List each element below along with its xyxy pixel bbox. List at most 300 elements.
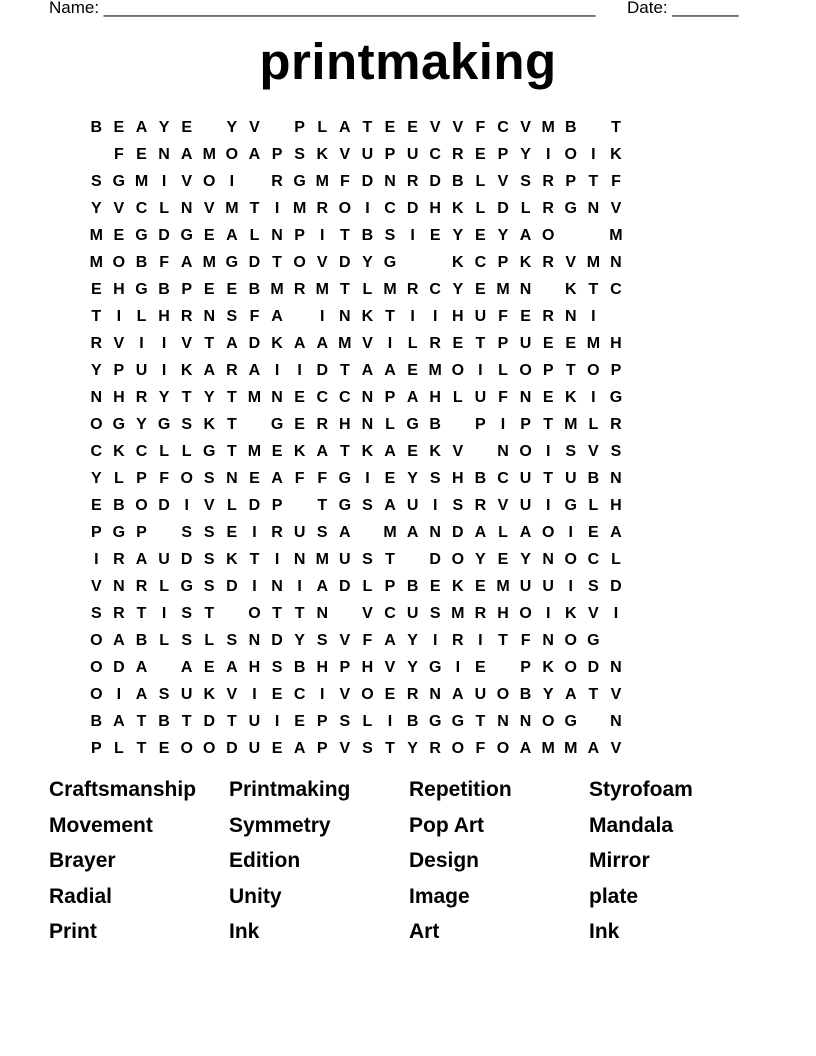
grid-cell[interactable]: I	[274, 712, 280, 730]
grid-cell[interactable]: S	[429, 604, 441, 622]
grid-cell[interactable]: I	[252, 577, 257, 595]
grid-cell[interactable]: B	[90, 118, 103, 136]
grid-cell[interactable]: M	[202, 145, 216, 163]
grid-cell[interactable]: I	[478, 631, 483, 649]
grid-cell[interactable]: F	[475, 739, 486, 757]
grid-cell[interactable]	[582, 713, 605, 731]
grid-cell[interactable]: K	[113, 442, 125, 460]
grid-cell[interactable]: C	[384, 199, 396, 217]
grid-cell[interactable]: V	[565, 253, 577, 271]
grid-cell[interactable]: Y	[452, 226, 464, 244]
grid-cell[interactable]: M	[292, 199, 307, 217]
grid-cell[interactable]: M	[338, 334, 352, 352]
grid-cell[interactable]: Y	[158, 118, 170, 136]
grid-cell[interactable]: I	[116, 307, 122, 325]
grid-cell[interactable]: Y	[542, 685, 554, 703]
grid-cell[interactable]: E	[249, 469, 260, 487]
grid-cell[interactable]: G	[406, 415, 419, 433]
grid-cell[interactable]: I	[161, 334, 167, 352]
grid-cell[interactable]: D	[180, 550, 193, 568]
grid-cell[interactable]: N	[429, 523, 441, 541]
grid-cell[interactable]: C	[339, 388, 351, 406]
grid-cell[interactable]: N	[361, 415, 374, 433]
grid-cell[interactable]: H	[113, 388, 125, 406]
grid-cell[interactable]: G	[112, 523, 126, 541]
grid-cell[interactable]: E	[497, 550, 509, 568]
grid-cell[interactable]: P	[90, 523, 102, 541]
grid-cell[interactable]	[401, 551, 424, 569]
grid-cell[interactable]: V	[429, 118, 441, 136]
grid-cell[interactable]: O	[541, 523, 555, 541]
grid-cell[interactable]: M	[564, 415, 578, 433]
grid-cell[interactable]: E	[542, 388, 554, 406]
grid-cell[interactable]: G	[225, 253, 239, 271]
grid-cell[interactable]: D	[429, 550, 441, 568]
grid-cell[interactable]: E	[203, 658, 215, 676]
grid-cell[interactable]: T	[339, 280, 350, 298]
grid-cell[interactable]: O	[180, 469, 193, 487]
grid-cell[interactable]: E	[203, 226, 215, 244]
grid-cell[interactable]: A	[361, 361, 374, 379]
grid-cell[interactable]: O	[225, 145, 239, 163]
grid-cell[interactable]: U	[519, 577, 532, 595]
grid-cell[interactable]: E	[136, 145, 147, 163]
grid-cell[interactable]: D	[271, 631, 283, 649]
grid-cell[interactable]: G	[293, 172, 306, 190]
grid-cell[interactable]: K	[564, 388, 577, 406]
grid-cell[interactable]: S	[362, 739, 373, 757]
grid-cell[interactable]: T	[226, 388, 237, 406]
grid-cell[interactable]: R	[316, 199, 329, 217]
grid-cell[interactable]: I	[387, 712, 393, 730]
grid-cell[interactable]: D	[248, 496, 261, 514]
grid-cell[interactable]: N	[226, 469, 238, 487]
grid-cell[interactable]: L	[588, 415, 599, 433]
grid-cell[interactable]: V	[339, 685, 351, 703]
grid-cell[interactable]: O	[564, 145, 577, 163]
grid-cell[interactable]: I	[274, 550, 280, 568]
grid-cell[interactable]: B	[564, 118, 577, 136]
grid-cell[interactable]: S	[362, 550, 373, 568]
grid-cell[interactable]: P	[271, 496, 283, 514]
grid-cell[interactable]: S	[181, 604, 192, 622]
grid-cell[interactable]: M	[247, 388, 262, 406]
grid-cell[interactable]: L	[317, 118, 328, 136]
grid-cell[interactable]: Y	[407, 631, 418, 649]
grid-cell[interactable]: Y	[136, 415, 147, 433]
grid-cell[interactable]: L	[159, 577, 169, 595]
grid-cell[interactable]: V	[610, 199, 622, 217]
grid-cell[interactable]: B	[429, 415, 441, 433]
grid-cell[interactable]: O	[519, 604, 532, 622]
date-field[interactable]: Date: _______	[627, 0, 739, 17]
grid-cell[interactable]: L	[181, 442, 192, 460]
grid-cell[interactable]	[153, 524, 176, 542]
grid-cell[interactable]: I	[432, 496, 438, 514]
grid-cell[interactable]: V	[181, 334, 192, 352]
grid-cell[interactable]: I	[94, 550, 99, 568]
grid-cell[interactable]: K	[226, 550, 238, 568]
grid-cell[interactable]: I	[478, 361, 483, 379]
grid-cell[interactable]	[401, 254, 424, 272]
grid-cell[interactable]: P	[520, 658, 531, 676]
grid-cell[interactable]: P	[294, 118, 305, 136]
grid-cell[interactable]: L	[226, 496, 237, 514]
grid-cell[interactable]: P	[113, 361, 125, 379]
grid-cell[interactable]: S	[520, 172, 531, 190]
grid-cell[interactable]: V	[362, 334, 373, 352]
grid-cell[interactable]: E	[294, 712, 305, 730]
grid-cell[interactable]: T	[226, 415, 237, 433]
grid-cell[interactable]: B	[474, 469, 487, 487]
grid-cell[interactable]: S	[362, 496, 373, 514]
grid-cell[interactable]: T	[339, 442, 350, 460]
grid-cell[interactable]: I	[591, 145, 596, 163]
grid-cell[interactable]: E	[294, 388, 305, 406]
grid-cell[interactable]: H	[497, 604, 509, 622]
grid-cell[interactable]: O	[90, 685, 103, 703]
grid-cell[interactable]: B	[406, 577, 419, 595]
grid-cell[interactable]: N	[316, 604, 329, 622]
word-search-grid[interactable]	[85, 114, 627, 762]
grid-cell[interactable]: S	[294, 145, 305, 163]
grid-cell[interactable]: M	[315, 280, 329, 298]
grid-cell[interactable]: G	[338, 496, 352, 514]
grid-cell[interactable]: T	[226, 712, 237, 730]
grid-cell[interactable]: O	[338, 199, 352, 217]
grid-cell[interactable]: Y	[158, 388, 170, 406]
grid-cell[interactable]: L	[159, 442, 169, 460]
grid-cell[interactable]: M	[202, 253, 216, 271]
grid-cell[interactable]: P	[542, 361, 554, 379]
grid-cell[interactable]: R	[452, 145, 464, 163]
grid-cell[interactable]: V	[339, 739, 351, 757]
grid-cell[interactable]: N	[610, 253, 622, 271]
grid-cell[interactable]: Y	[520, 550, 531, 568]
grid-cell[interactable]: P	[520, 415, 531, 433]
grid-cell[interactable]: G	[157, 415, 171, 433]
grid-cell[interactable]: D	[158, 226, 170, 244]
grid-cell[interactable]: Y	[475, 550, 486, 568]
grid-cell[interactable]: R	[542, 253, 554, 271]
grid-cell[interactable]: T	[475, 712, 486, 730]
grid-cell[interactable]: T	[204, 334, 215, 352]
grid-cell[interactable]: F	[317, 469, 328, 487]
grid-cell[interactable]: N	[180, 199, 193, 217]
grid-cell[interactable]: E	[226, 523, 238, 541]
grid-cell[interactable]: F	[611, 172, 621, 190]
grid-cell[interactable]: E	[475, 658, 486, 676]
grid-cell[interactable]: A	[203, 361, 216, 379]
grid-cell[interactable]: N	[113, 577, 125, 595]
grid-cell[interactable]: A	[316, 442, 329, 460]
grid-cell[interactable]: I	[161, 172, 167, 190]
grid-cell[interactable]: E	[407, 361, 418, 379]
grid-cell[interactable]: G	[270, 415, 284, 433]
grid-cell[interactable]: O	[248, 604, 261, 622]
grid-cell[interactable]: E	[271, 442, 283, 460]
grid-cell[interactable]: A	[339, 118, 351, 136]
grid-cell[interactable]: K	[293, 442, 306, 460]
grid-cell[interactable]: B	[90, 712, 103, 730]
grid-cell[interactable]: G	[428, 658, 442, 676]
grid-cell[interactable]: P	[497, 145, 509, 163]
grid-cell[interactable]	[469, 443, 492, 461]
grid-cell[interactable]: I	[545, 145, 551, 163]
grid-cell[interactable]: P	[90, 739, 102, 757]
grid-cell[interactable]: N	[90, 388, 103, 406]
grid-cell[interactable]	[266, 119, 289, 137]
grid-cell[interactable]: T	[294, 604, 305, 622]
grid-cell[interactable]: L	[362, 280, 373, 298]
grid-cell[interactable]: R	[429, 334, 441, 352]
grid-cell[interactable]: B	[406, 712, 419, 730]
grid-cell[interactable]: A	[226, 334, 238, 352]
grid-cell[interactable]: O	[541, 226, 555, 244]
grid-cell[interactable]: F	[498, 307, 508, 325]
grid-cell[interactable]: A	[135, 685, 148, 703]
grid-cell[interactable]: D	[497, 199, 509, 217]
grid-cell[interactable]: R	[474, 496, 487, 514]
grid-cell[interactable]: E	[181, 118, 192, 136]
grid-cell[interactable]: C	[135, 442, 148, 460]
grid-cell[interactable]: H	[429, 388, 441, 406]
grid-cell[interactable]: P	[497, 334, 509, 352]
grid-cell[interactable]: E	[384, 469, 396, 487]
grid-cell[interactable]: R	[293, 280, 306, 298]
grid-cell[interactable]	[559, 227, 582, 245]
grid-cell[interactable]: D	[587, 658, 600, 676]
grid-cell[interactable]: E	[565, 334, 577, 352]
grid-cell[interactable]: H	[361, 658, 374, 676]
grid-cell[interactable]: Y	[520, 145, 531, 163]
grid-cell[interactable]: A	[316, 334, 329, 352]
grid-cell[interactable]: E	[294, 415, 305, 433]
grid-cell[interactable]: R	[271, 172, 283, 190]
grid-cell[interactable]: V	[452, 118, 464, 136]
grid-cell[interactable]: L	[362, 712, 373, 730]
grid-cell[interactable]: E	[475, 280, 486, 298]
grid-cell[interactable]: S	[610, 442, 622, 460]
grid-cell[interactable]: D	[339, 577, 351, 595]
grid-cell[interactable]: R	[316, 415, 329, 433]
grid-cell[interactable]: A	[180, 253, 193, 271]
grid-cell[interactable]: U	[293, 523, 306, 541]
grid-cell[interactable]: A	[564, 685, 577, 703]
grid-cell[interactable]: G	[135, 226, 148, 244]
grid-cell[interactable]	[356, 524, 379, 542]
grid-cell[interactable]: G	[383, 253, 397, 271]
grid-cell[interactable]: C	[497, 469, 509, 487]
grid-cell[interactable]: L	[588, 496, 599, 514]
grid-cell[interactable]: L	[249, 226, 260, 244]
grid-cell[interactable]: A	[135, 658, 148, 676]
grid-cell[interactable]: F	[159, 253, 169, 271]
grid-cell[interactable]: O	[451, 550, 465, 568]
grid-cell[interactable]: O	[90, 415, 103, 433]
grid-cell[interactable]: A	[384, 631, 396, 649]
grid-cell[interactable]: T	[498, 631, 508, 649]
grid-cell[interactable]: E	[158, 739, 170, 757]
grid-cell[interactable]: N	[158, 145, 170, 163]
grid-cell[interactable]: G	[338, 469, 352, 487]
grid-cell[interactable]: O	[135, 496, 148, 514]
grid-cell[interactable]: O	[451, 739, 465, 757]
grid-cell[interactable]: S	[226, 631, 238, 649]
grid-cell[interactable]: V	[226, 685, 238, 703]
grid-cell[interactable]: P	[271, 145, 283, 163]
grid-cell[interactable]: P	[565, 172, 577, 190]
grid-cell[interactable]: H	[610, 334, 622, 352]
grid-cell[interactable]: O	[587, 361, 600, 379]
grid-cell[interactable]: S	[565, 442, 577, 460]
grid-cell[interactable]: A	[610, 523, 622, 541]
grid-cell[interactable]: R	[542, 199, 554, 217]
grid-cell[interactable]: M	[541, 118, 555, 136]
grid-cell[interactable]: N	[361, 388, 374, 406]
grid-cell[interactable]: N	[293, 550, 306, 568]
grid-cell[interactable]: U	[519, 496, 532, 514]
grid-cell[interactable]: V	[90, 577, 102, 595]
grid-cell[interactable]: C	[429, 145, 441, 163]
grid-cell[interactable]: S	[429, 469, 441, 487]
grid-cell[interactable]: Y	[407, 658, 418, 676]
grid-cell[interactable]: U	[361, 145, 374, 163]
grid-cell[interactable]: P	[294, 226, 305, 244]
grid-cell[interactable]: M	[89, 253, 103, 271]
grid-cell[interactable]: U	[248, 712, 261, 730]
grid-cell[interactable]: T	[475, 334, 486, 352]
grid-cell[interactable]: L	[407, 334, 418, 352]
grid-cell[interactable]: I	[432, 307, 438, 325]
grid-cell[interactable]: R	[406, 172, 419, 190]
grid-cell[interactable]: N	[271, 577, 283, 595]
grid-cell[interactable]: A	[248, 361, 261, 379]
grid-cell[interactable]: S	[452, 496, 464, 514]
grid-cell[interactable]: K	[361, 442, 374, 460]
grid-cell[interactable]: A	[384, 442, 396, 460]
grid-cell[interactable]: K	[271, 334, 283, 352]
grid-cell[interactable]: V	[249, 118, 260, 136]
grid-cell[interactable]: S	[203, 550, 215, 568]
grid-cell[interactable]: E	[542, 334, 554, 352]
grid-cell[interactable]: P	[316, 739, 328, 757]
grid-cell[interactable]: Y	[90, 361, 102, 379]
grid-cell[interactable]: T	[565, 361, 576, 379]
grid-cell[interactable]	[492, 659, 515, 677]
grid-cell[interactable]: L	[159, 199, 169, 217]
grid-cell[interactable]: S	[316, 631, 328, 649]
grid-cell[interactable]: N	[610, 658, 622, 676]
grid-cell[interactable]: L	[520, 199, 531, 217]
grid-cell[interactable]: I	[229, 172, 235, 190]
grid-cell[interactable]: A	[293, 739, 306, 757]
grid-cell[interactable]: N	[497, 712, 509, 730]
grid-cell[interactable]: V	[497, 496, 509, 514]
grid-cell[interactable]: E	[407, 118, 418, 136]
grid-cell[interactable]: F	[114, 145, 124, 163]
grid-cell[interactable]: A	[316, 577, 329, 595]
grid-cell[interactable]: N	[519, 712, 532, 730]
grid-cell[interactable]: O	[203, 172, 216, 190]
grid-cell[interactable]: E	[203, 280, 215, 298]
grid-cell[interactable]: U	[406, 604, 419, 622]
grid-cell[interactable]: I	[274, 199, 280, 217]
grid-cell[interactable]: I	[410, 226, 415, 244]
grid-cell[interactable]: C	[587, 550, 600, 568]
grid-cell[interactable]: U	[474, 685, 487, 703]
grid-cell[interactable]: G	[564, 496, 577, 514]
grid-cell[interactable]: C	[384, 604, 396, 622]
grid-cell[interactable]: I	[387, 334, 393, 352]
grid-cell[interactable]: S	[384, 226, 396, 244]
grid-cell[interactable]: Y	[294, 631, 305, 649]
grid-cell[interactable]: N	[587, 199, 600, 217]
grid-cell[interactable]: I	[568, 523, 573, 541]
grid-cell[interactable]: Y	[362, 253, 373, 271]
grid-cell[interactable]: O	[90, 658, 103, 676]
grid-cell[interactable]	[334, 605, 357, 623]
grid-cell[interactable]: G	[112, 172, 126, 190]
grid-cell[interactable]: E	[113, 118, 125, 136]
grid-cell[interactable]	[85, 146, 108, 164]
grid-cell[interactable]: M	[225, 199, 239, 217]
grid-cell[interactable]: I	[161, 604, 167, 622]
grid-cell[interactable]: M	[541, 739, 555, 757]
grid-cell[interactable]: B	[158, 280, 170, 298]
grid-cell[interactable]: U	[542, 577, 554, 595]
grid-cell[interactable]: T	[339, 361, 350, 379]
grid-cell[interactable]: I	[591, 307, 596, 325]
grid-cell[interactable]: B	[158, 712, 170, 730]
grid-cell[interactable]: L	[136, 307, 147, 325]
grid-cell[interactable]: U	[339, 550, 351, 568]
grid-cell[interactable]: F	[249, 307, 260, 325]
grid-cell[interactable]: D	[248, 334, 261, 352]
grid-cell[interactable]: T	[588, 685, 599, 703]
grid-cell[interactable]: G	[428, 712, 442, 730]
grid-cell[interactable]: S	[181, 415, 192, 433]
grid-cell[interactable]: B	[113, 496, 125, 514]
grid-cell[interactable]: N	[248, 631, 261, 649]
grid-cell[interactable]: F	[362, 631, 373, 649]
grid-cell[interactable]: V	[384, 658, 396, 676]
grid-cell[interactable]: K	[429, 442, 441, 460]
grid-cell[interactable]: T	[588, 280, 599, 298]
grid-cell[interactable]: E	[429, 226, 441, 244]
grid-cell[interactable]: R	[542, 172, 554, 190]
grid-cell[interactable]: V	[181, 172, 192, 190]
grid-cell[interactable]: L	[114, 469, 124, 487]
grid-cell[interactable]: A	[474, 523, 487, 541]
grid-cell[interactable]: K	[452, 577, 464, 595]
grid-cell[interactable]: D	[452, 523, 464, 541]
grid-cell[interactable]: U	[519, 469, 532, 487]
grid-cell[interactable]: O	[203, 739, 216, 757]
grid-cell[interactable]: S	[181, 523, 192, 541]
grid-cell[interactable]: T	[226, 442, 237, 460]
grid-cell[interactable]: G	[587, 631, 600, 649]
grid-cell[interactable]: C	[293, 685, 306, 703]
grid-cell[interactable]: A	[180, 658, 193, 676]
grid-cell[interactable]: V	[588, 442, 599, 460]
grid-cell[interactable]: A	[135, 550, 148, 568]
grid-cell[interactable]: N	[339, 307, 351, 325]
grid-cell[interactable]: A	[406, 523, 419, 541]
grid-cell[interactable]: U	[406, 496, 419, 514]
grid-cell[interactable]: K	[203, 685, 216, 703]
grid-cell[interactable]: V	[339, 145, 351, 163]
